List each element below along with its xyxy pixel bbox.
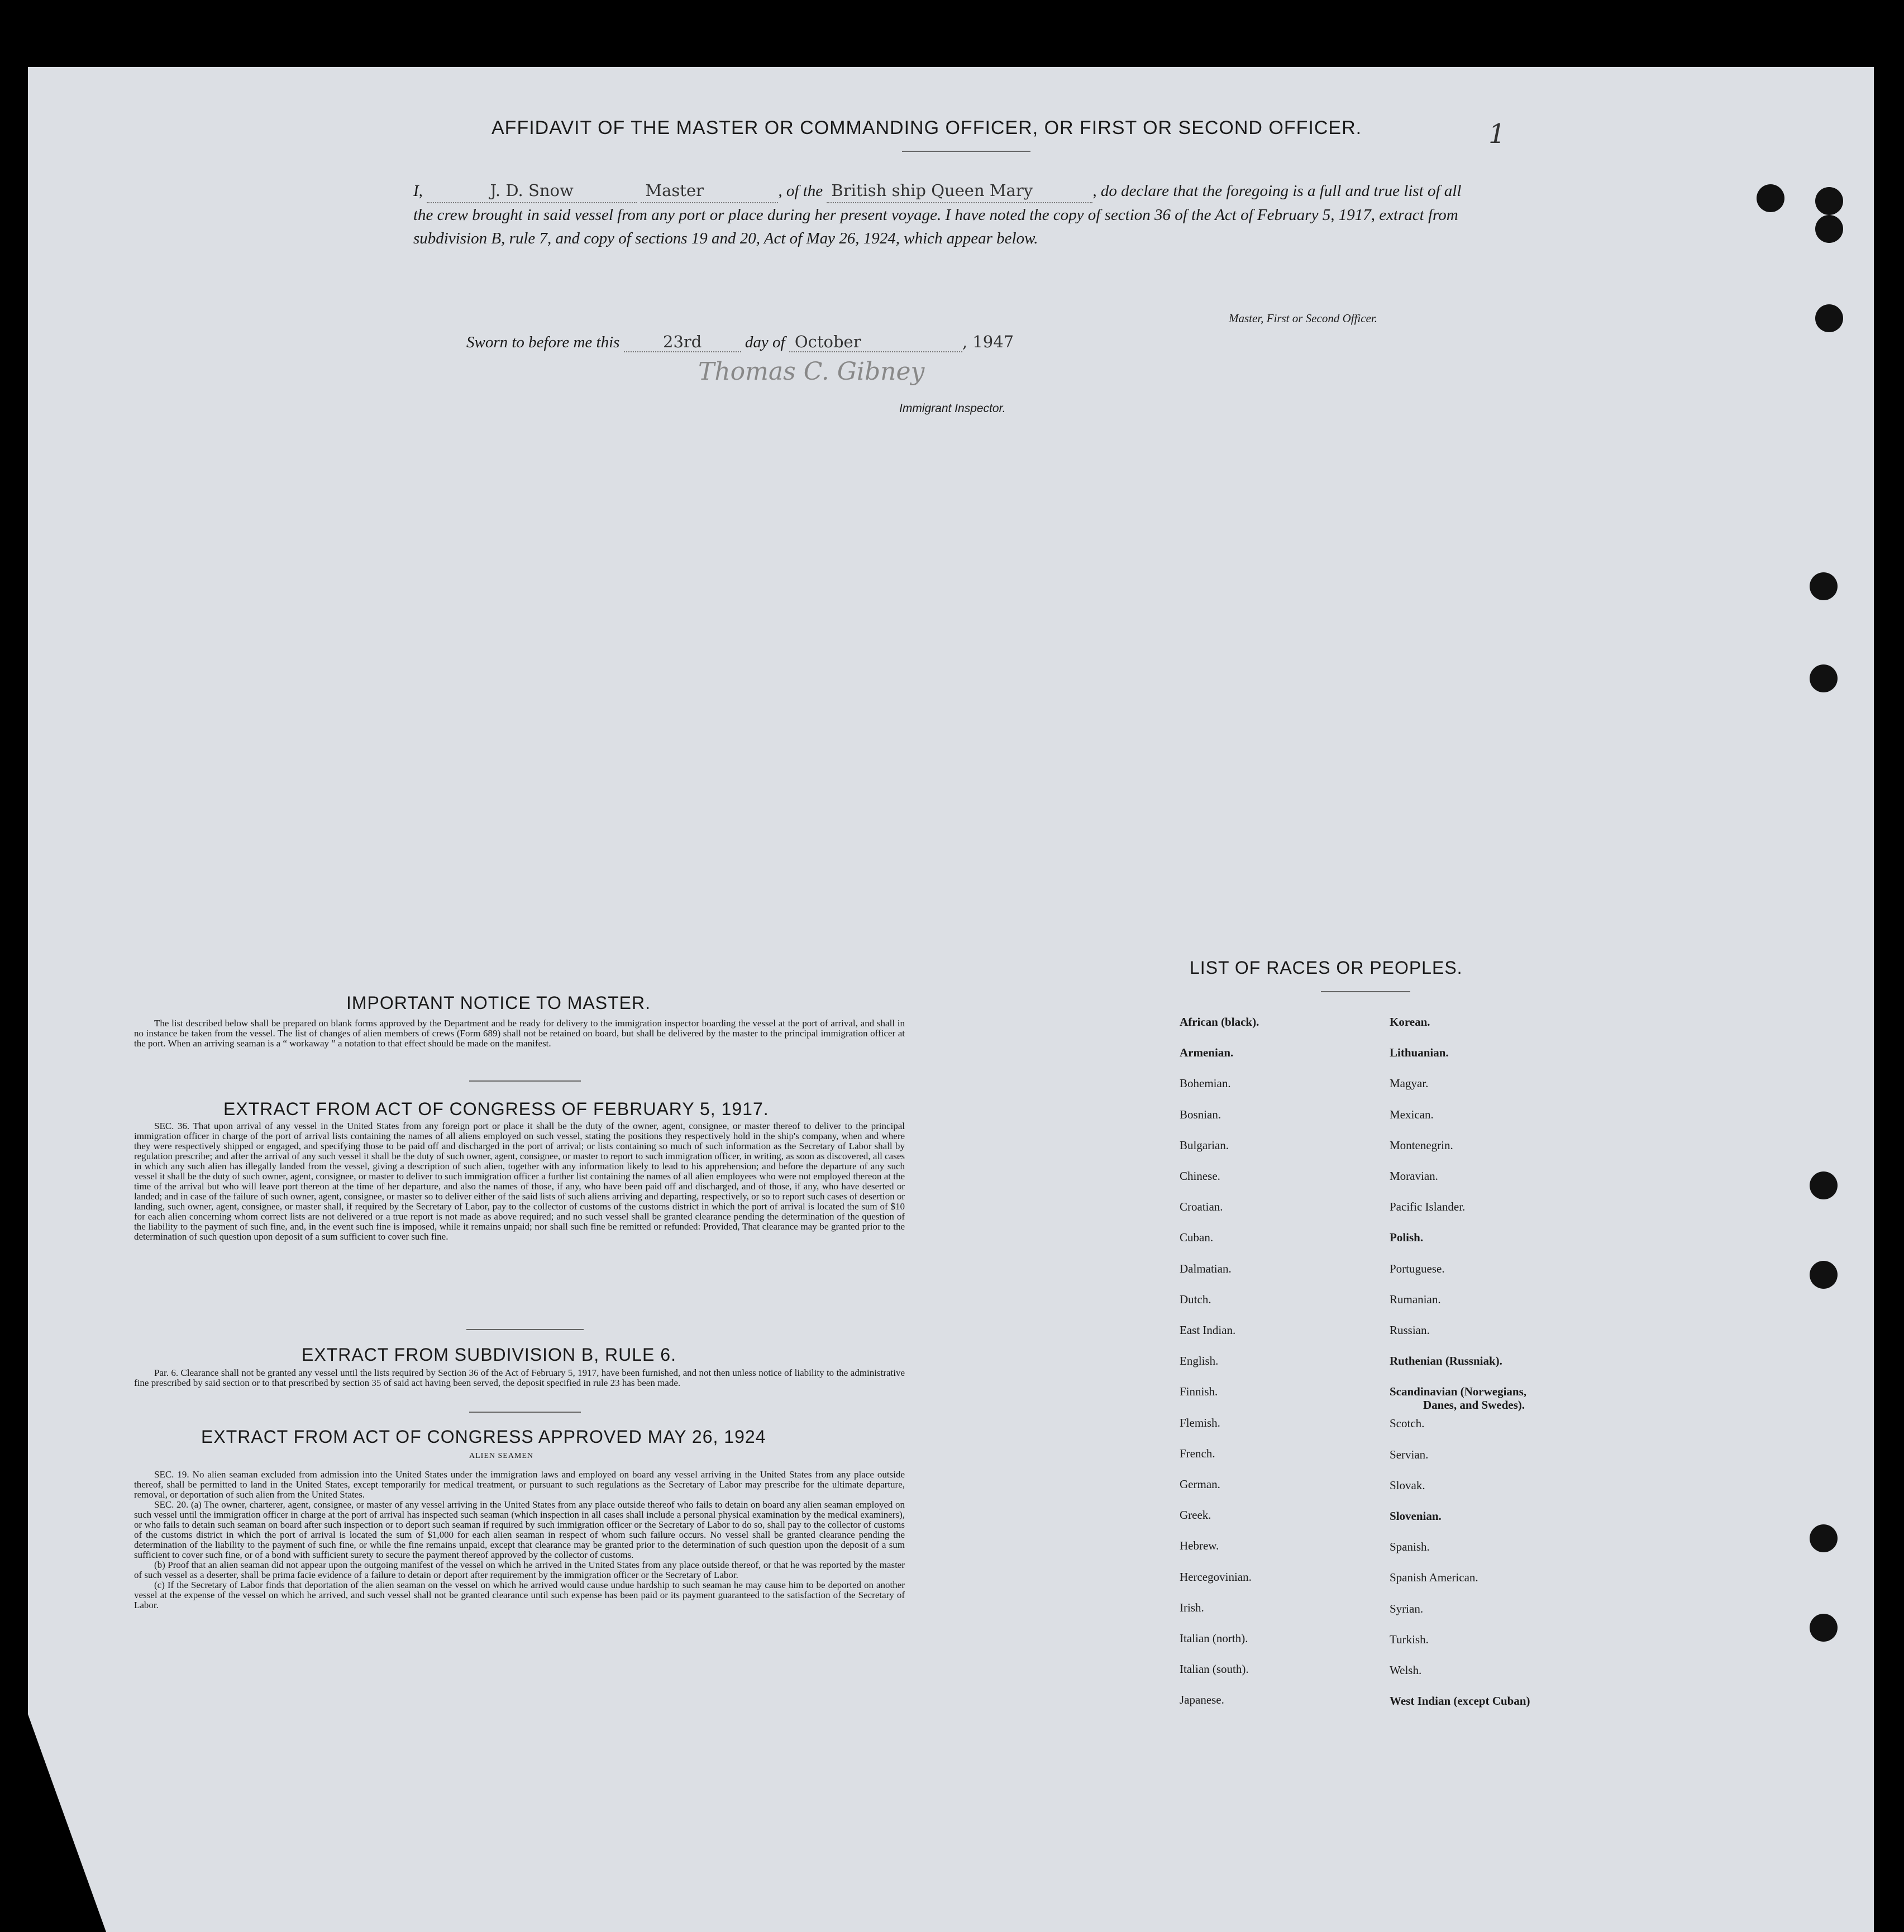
race-item: African (black).: [1180, 1015, 1259, 1029]
divider: [902, 151, 1030, 152]
do-declare-label: , do declare: [1092, 182, 1170, 200]
race-item: Danes, and Swedes).: [1423, 1398, 1525, 1412]
inspector-signature: Thomas C. Gibney: [698, 357, 925, 386]
sec-20a: SEC. 20. (a) The owner, charterer, agent, consignee, or master of any vessel arriving in the United States from any place outside thereof who fails to detain on board any alien seaman employed on such vessel until the immigration officer in charge at the port of arrival has inspected such seaman (which inspection in all cases shall include a personal physical examination by the medical examiners), or who fails to detain such seaman on board after such inspection or to deport such seaman if required by such immigration officer or the Secretary of Labor to do so, shall pay to the collector of customs of the customs district in which the port of arrival is located the sum of $1,000 for each alien seaman in respect of whom such failure occurs. No vessel shall be granted clearance pending the determination of the liability to the payment of such fine, or while the fine remains unpaid, except that clearance may be granted prior to the determination of such question upon the deposit of a sum sufficient to cover such fine, or of a bond with sufficient surety to secure the payment thereof approved by the collector of customs.: [134, 1499, 905, 1560]
race-item: Greek.: [1180, 1508, 1211, 1522]
race-item: English.: [1180, 1354, 1219, 1368]
of-the-label: , of the: [778, 182, 823, 200]
declaration-text: that the foregoing is a full and true list of all the crew brought in said vessel from any port or place during her present voyage. I have noted the copy of section 36 of the Act of February 5, 1917, extract from subdivision B, rule 7, and copy of sections 19 and 20, Act of May 26, 1924, which appear below.: [413, 182, 1462, 247]
binder-hole: [1757, 184, 1784, 212]
master-signature-label: Master, First or Second Officer.: [1229, 312, 1377, 325]
race-item: Portuguese.: [1390, 1261, 1445, 1275]
race-item: Croatian.: [1180, 1200, 1223, 1214]
sworn-label: Sworn to before me this: [466, 333, 620, 351]
race-item: Pacific Islander.: [1390, 1200, 1466, 1214]
race-item: Spanish American.: [1390, 1571, 1478, 1585]
binder-hole: [1815, 304, 1843, 332]
race-item: Scandinavian (Norwegians,: [1390, 1385, 1527, 1399]
race-item: West Indian (except Cuban): [1390, 1694, 1530, 1708]
binder-hole: [1815, 187, 1843, 215]
race-item: Russian.: [1390, 1323, 1430, 1337]
race-item: Japanese.: [1180, 1693, 1224, 1707]
race-item: Mexican.: [1390, 1107, 1434, 1121]
race-item: Hebrew.: [1180, 1539, 1219, 1553]
race-item: Servian.: [1390, 1447, 1429, 1461]
day-of-label: day of: [745, 333, 785, 351]
extract-1924-title: EXTRACT FROM ACT OF CONGRESS APPROVED MAY 26, 1924: [201, 1427, 766, 1447]
divider: [1321, 991, 1410, 992]
race-item: Polish.: [1390, 1231, 1424, 1245]
extract-rule6-text: Par. 6. Clearance shall not be granted any vessel until the lists required by Section 36 of the Act of February 5, 1917, have been furnished, and not then unless notice of liability to the administrative fine prescribed by said section or to that prescribed by section 35 of said act having been served, the deposit specified in rule 23 has been made.: [134, 1367, 905, 1388]
race-item: Finnish.: [1180, 1385, 1218, 1399]
race-item: Moravian.: [1390, 1169, 1438, 1183]
sworn-year: , 1947: [962, 332, 1014, 351]
extract-rule6-title: EXTRACT FROM SUBDIVISION B, RULE 6.: [302, 1345, 676, 1365]
binder-hole: [1815, 215, 1843, 243]
race-item: Montenegrin.: [1390, 1138, 1453, 1152]
race-item: Dutch.: [1180, 1292, 1211, 1306]
sec-19: SEC. 19. No alien seaman excluded from admission into the United States under the immigration laws and employed on board any vessel arriving in the United States from any place outside thereof, shall be permitted to land in the United States, except temporarily for medical treatment, or pursuant to such regulations as the Secretary of Labor may prescribe for the ultimate departure, removal, or deportation of such alien from the United States.: [134, 1469, 905, 1500]
race-item: Bosnian.: [1180, 1107, 1221, 1121]
race-item: Syrian.: [1390, 1601, 1424, 1615]
race-item: Armenian.: [1180, 1046, 1234, 1060]
race-item: Magyar.: [1390, 1077, 1429, 1091]
binder-hole: [1810, 1524, 1838, 1552]
race-item: French.: [1180, 1446, 1215, 1460]
sworn-day: 23rd: [624, 332, 741, 352]
binder-hole: [1810, 664, 1838, 692]
divider: [469, 1412, 581, 1413]
master-rank: Master: [641, 179, 778, 203]
binder-hole: [1810, 1171, 1838, 1199]
race-item: Korean.: [1390, 1015, 1430, 1029]
sworn-month: October: [789, 332, 962, 352]
race-item: Flemish.: [1180, 1415, 1220, 1429]
race-item: Italian (south).: [1180, 1662, 1249, 1676]
race-item: Cuban.: [1180, 1231, 1214, 1245]
race-item: Hercegovinian.: [1180, 1570, 1252, 1584]
master-name: J. D. Snow: [427, 179, 637, 203]
corner-mark: 1: [1488, 118, 1506, 150]
race-item: Ruthenian (Russniak).: [1390, 1354, 1502, 1368]
divider: [469, 1080, 581, 1082]
sec-20c: (c) If the Secretary of Labor finds that deportation of the alien seaman on the vessel on which he arrived would cause undue hardship to such seaman he may cause him to be deported on another vessel at the expense of the vessel on which he arrived, and such vessel shall not be granted clearance until such expense has been paid or its payment guaranteed to the satisfaction of the Secretary of Labor.: [134, 1580, 905, 1610]
race-item: Scotch.: [1390, 1417, 1425, 1431]
notice-text: The list described below shall be prepared on blank forms approved by the Department and be ready for delivery to the immigration inspector boarding the vessel at the port of arrival, and shall in no instance be taken from the vessel. The list of changes of alien members of crews (Form 689) shall not be retained on board, but shall be delivered by the master to the principal immigration officer at the port. When an arriving seaman is a “ workaway ” a notation to that effect should be made on the manifest.: [134, 1018, 905, 1049]
extract-1924-subtitle: ALIEN SEAMEN: [469, 1452, 534, 1460]
extract-1917-text: SEC. 36. That upon arrival of any vessel in the United States from any foreign port or place it shall be the duty of the owner, agent, consignee, or master thereof to deliver to the principal immigration officer in charge of the port of arrival lists containing the names of all aliens employed on such vessel, stating the positions they respectively hold in the ship's company, when and where they were respectively shipped or engaged, and specifying those to be paid off and discharged in the port of arrival; or lists containing so much of such information as the Secretary of Labor shall by regulation prescribe; and after the arrival of any such vessel it shall be the duty of such owner, agent, consignee, or master to report to such immigration officer, in writing, as soon as discovered, all cases in which any such alien has illegally landed from the vessel, giving a description of such alien, together with any information likely to lead to his apprehension; and before the departure of any such vessel it shall be the duty of such owner, agent, consignee, or master to deliver to such immigration officer a further list containing the names of all alien employees who were not employed thereon at the time of the arrival but who will leave port thereon at the time of her departure, and also the names of those, if any, who have been paid off and discharged, and of those, if any, who have deserted or landed; and in case of the failure of such owner, agent, consignee, or master so to deliver either of the said lists of such aliens arriving and departing, respectively, or so to report such cases of desertion or landing, such owner, agent, consignee, or master shall, if required by the Secretary of Labor, pay to the collector of customs of the customs district in which the port of arrival is located the sum of $10 for each alien concerning whom correct lists are not delivered or a true report is not made as above required; and no such vessel shall be granted clearance pending the determination of the question of the liability to the payment of such fine, and, in the event such fine is imposed, while it remains unpaid; nor shall such fine be remitted or refunded: Provided, That clearance may be granted prior to the determination of such question upon deposit of a sum sufficient to cover such fine.: [134, 1121, 905, 1242]
race-item: Bohemian.: [1180, 1077, 1231, 1091]
extract-1917-title: EXTRACT FROM ACT OF CONGRESS OF FEBRUARY 5, 1917.: [223, 1099, 769, 1119]
race-item: Slovak.: [1390, 1478, 1425, 1492]
sworn-line: [466, 332, 1014, 352]
race-item: Slovenian.: [1390, 1509, 1442, 1523]
affidavit-title: AFFIDAVIT OF THE MASTER OR COMMANDING OFFICER, OR FIRST OR SECOND OFFICER.: [491, 117, 1362, 138]
race-item: East Indian.: [1180, 1323, 1236, 1337]
race-item: Chinese.: [1180, 1169, 1220, 1183]
inspector-label: Immigrant Inspector.: [899, 402, 1006, 415]
declaration: [413, 179, 1469, 250]
races-title: LIST OF RACES OR PEOPLES.: [1190, 958, 1463, 978]
vessel-name: British ship Queen Mary: [827, 179, 1092, 203]
divider: [466, 1329, 584, 1330]
race-item: Irish.: [1180, 1600, 1204, 1614]
race-item: Spanish.: [1390, 1540, 1430, 1554]
extract-1924-text: [134, 1470, 905, 1610]
i-label: I,: [413, 182, 423, 200]
binder-hole: [1810, 1614, 1838, 1642]
race-item: Turkish.: [1390, 1632, 1429, 1646]
race-item: Rumanian.: [1390, 1292, 1441, 1306]
sec-20b: (b) Proof that an alien seaman did not appear upon the outgoing manifest of the vessel on which he arrived in the United States from any place outside thereof, or that he was reported by the master of such vessel as a deserter, shall be prima facie evidence of a failure to detain or deport after requirement by the immigration officer or the Secretary of Labor.: [134, 1560, 905, 1580]
race-item: Lithuanian.: [1390, 1046, 1449, 1060]
race-item: Dalmatian.: [1180, 1261, 1232, 1275]
race-item: German.: [1180, 1477, 1220, 1491]
binder-hole: [1810, 572, 1838, 600]
binder-hole: [1810, 1261, 1838, 1289]
race-item: Welsh.: [1390, 1663, 1422, 1677]
notice-title: IMPORTANT NOTICE TO MASTER.: [346, 993, 651, 1013]
race-item: Italian (north).: [1180, 1632, 1248, 1645]
race-item: Bulgarian.: [1180, 1138, 1229, 1152]
